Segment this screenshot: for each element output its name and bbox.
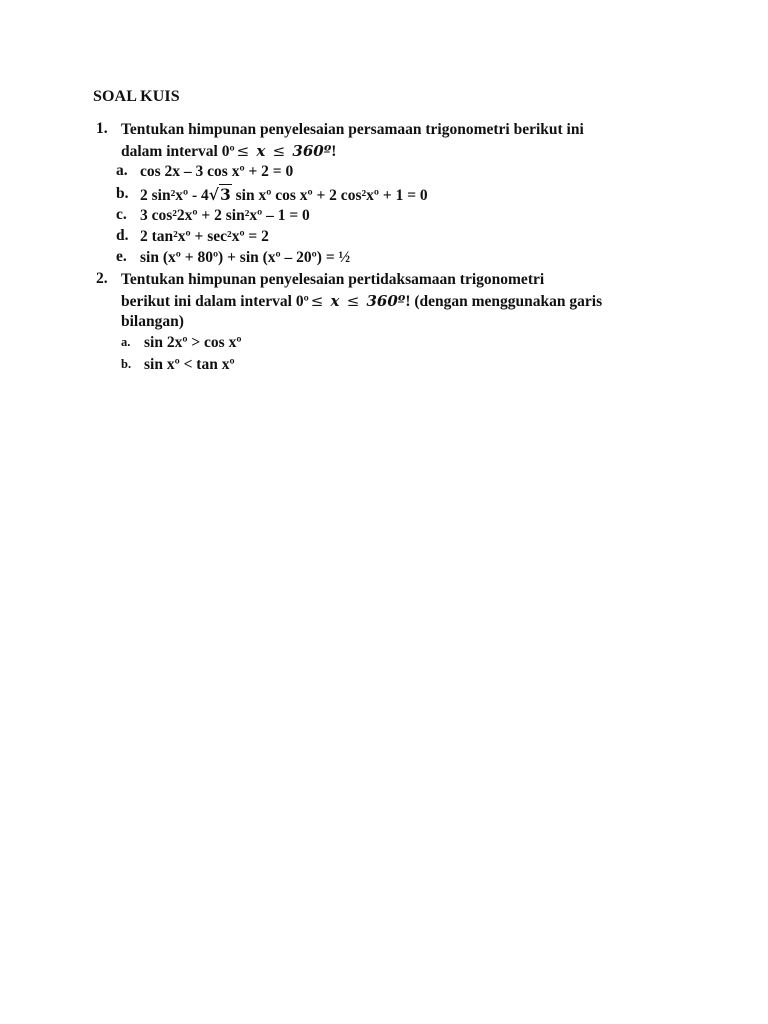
math-variable-x: x <box>256 142 266 160</box>
question-1-interval-text: dalam interval 0º <box>121 143 235 160</box>
leq-symbol: ≤ <box>310 292 324 310</box>
q1-item-b-text-post: sin xº cos xº + 2 cos²xº + 1 = 0 <box>231 187 428 204</box>
question-2-number: 2. <box>96 270 108 287</box>
question-2-line-1: Tentukan himpunan penyelesaian pertidaksamaan trigonometri <box>121 271 545 288</box>
question-1-line-2 <box>121 141 336 162</box>
sqrt-argument: 3 <box>219 185 231 204</box>
q1-item-b-text <box>140 185 428 206</box>
leq-symbol: ≤ <box>346 292 360 310</box>
q1-item-c-letter: c. <box>116 206 127 223</box>
q2-item-b-text: sin xº < tan xº <box>144 356 235 373</box>
math-360: 360º <box>292 142 332 160</box>
math-360: 360º <box>366 292 406 310</box>
question-2-line-2-end: ! (dengan menggunakan garis <box>405 293 603 310</box>
question-1-interval-math <box>235 142 332 160</box>
question-1-line-2-end: ! <box>331 143 337 160</box>
q1-item-c-text: 3 cos²2xº + 2 sin²xº – 1 = 0 <box>140 207 310 224</box>
q1-item-a-text: cos 2x – 3 cos xº + 2 = 0 <box>140 163 294 180</box>
question-2-interval-math <box>309 292 406 310</box>
page-title: SOAL KUIS <box>93 88 180 105</box>
question-2-line-2 <box>121 291 602 312</box>
sqrt-symbol: √3 <box>208 185 231 204</box>
q1-item-e-text: sin (xº + 80º) + sin (xº – 20º) = ½ <box>140 249 351 266</box>
q1-item-d-letter: d. <box>116 227 129 244</box>
q2-item-b-letter: b. <box>121 357 132 371</box>
q1-item-b-text-pre: 2 sin²xº - 4 <box>140 187 209 204</box>
math-variable-x: x <box>330 292 340 310</box>
q2-item-a-letter: a. <box>121 335 131 349</box>
q1-item-e-letter: e. <box>116 248 127 265</box>
leq-symbol: ≤ <box>236 142 250 160</box>
question-2-interval-text: berikut ini dalam interval 0º <box>121 293 309 310</box>
q1-item-b-letter: b. <box>116 185 129 202</box>
q1-item-d-text: 2 tan²xº + sec²xº = 2 <box>140 228 269 245</box>
q1-item-a-letter: a. <box>116 162 128 179</box>
leq-symbol: ≤ <box>272 142 286 160</box>
q2-item-a-text: sin 2xº > cos xº <box>144 334 242 351</box>
question-1-line-1: Tentukan himpunan penyelesaian persamaan trigonometri berikut ini <box>121 121 584 138</box>
question-1-number: 1. <box>96 120 108 137</box>
question-2-line-3: bilangan) <box>121 313 184 330</box>
